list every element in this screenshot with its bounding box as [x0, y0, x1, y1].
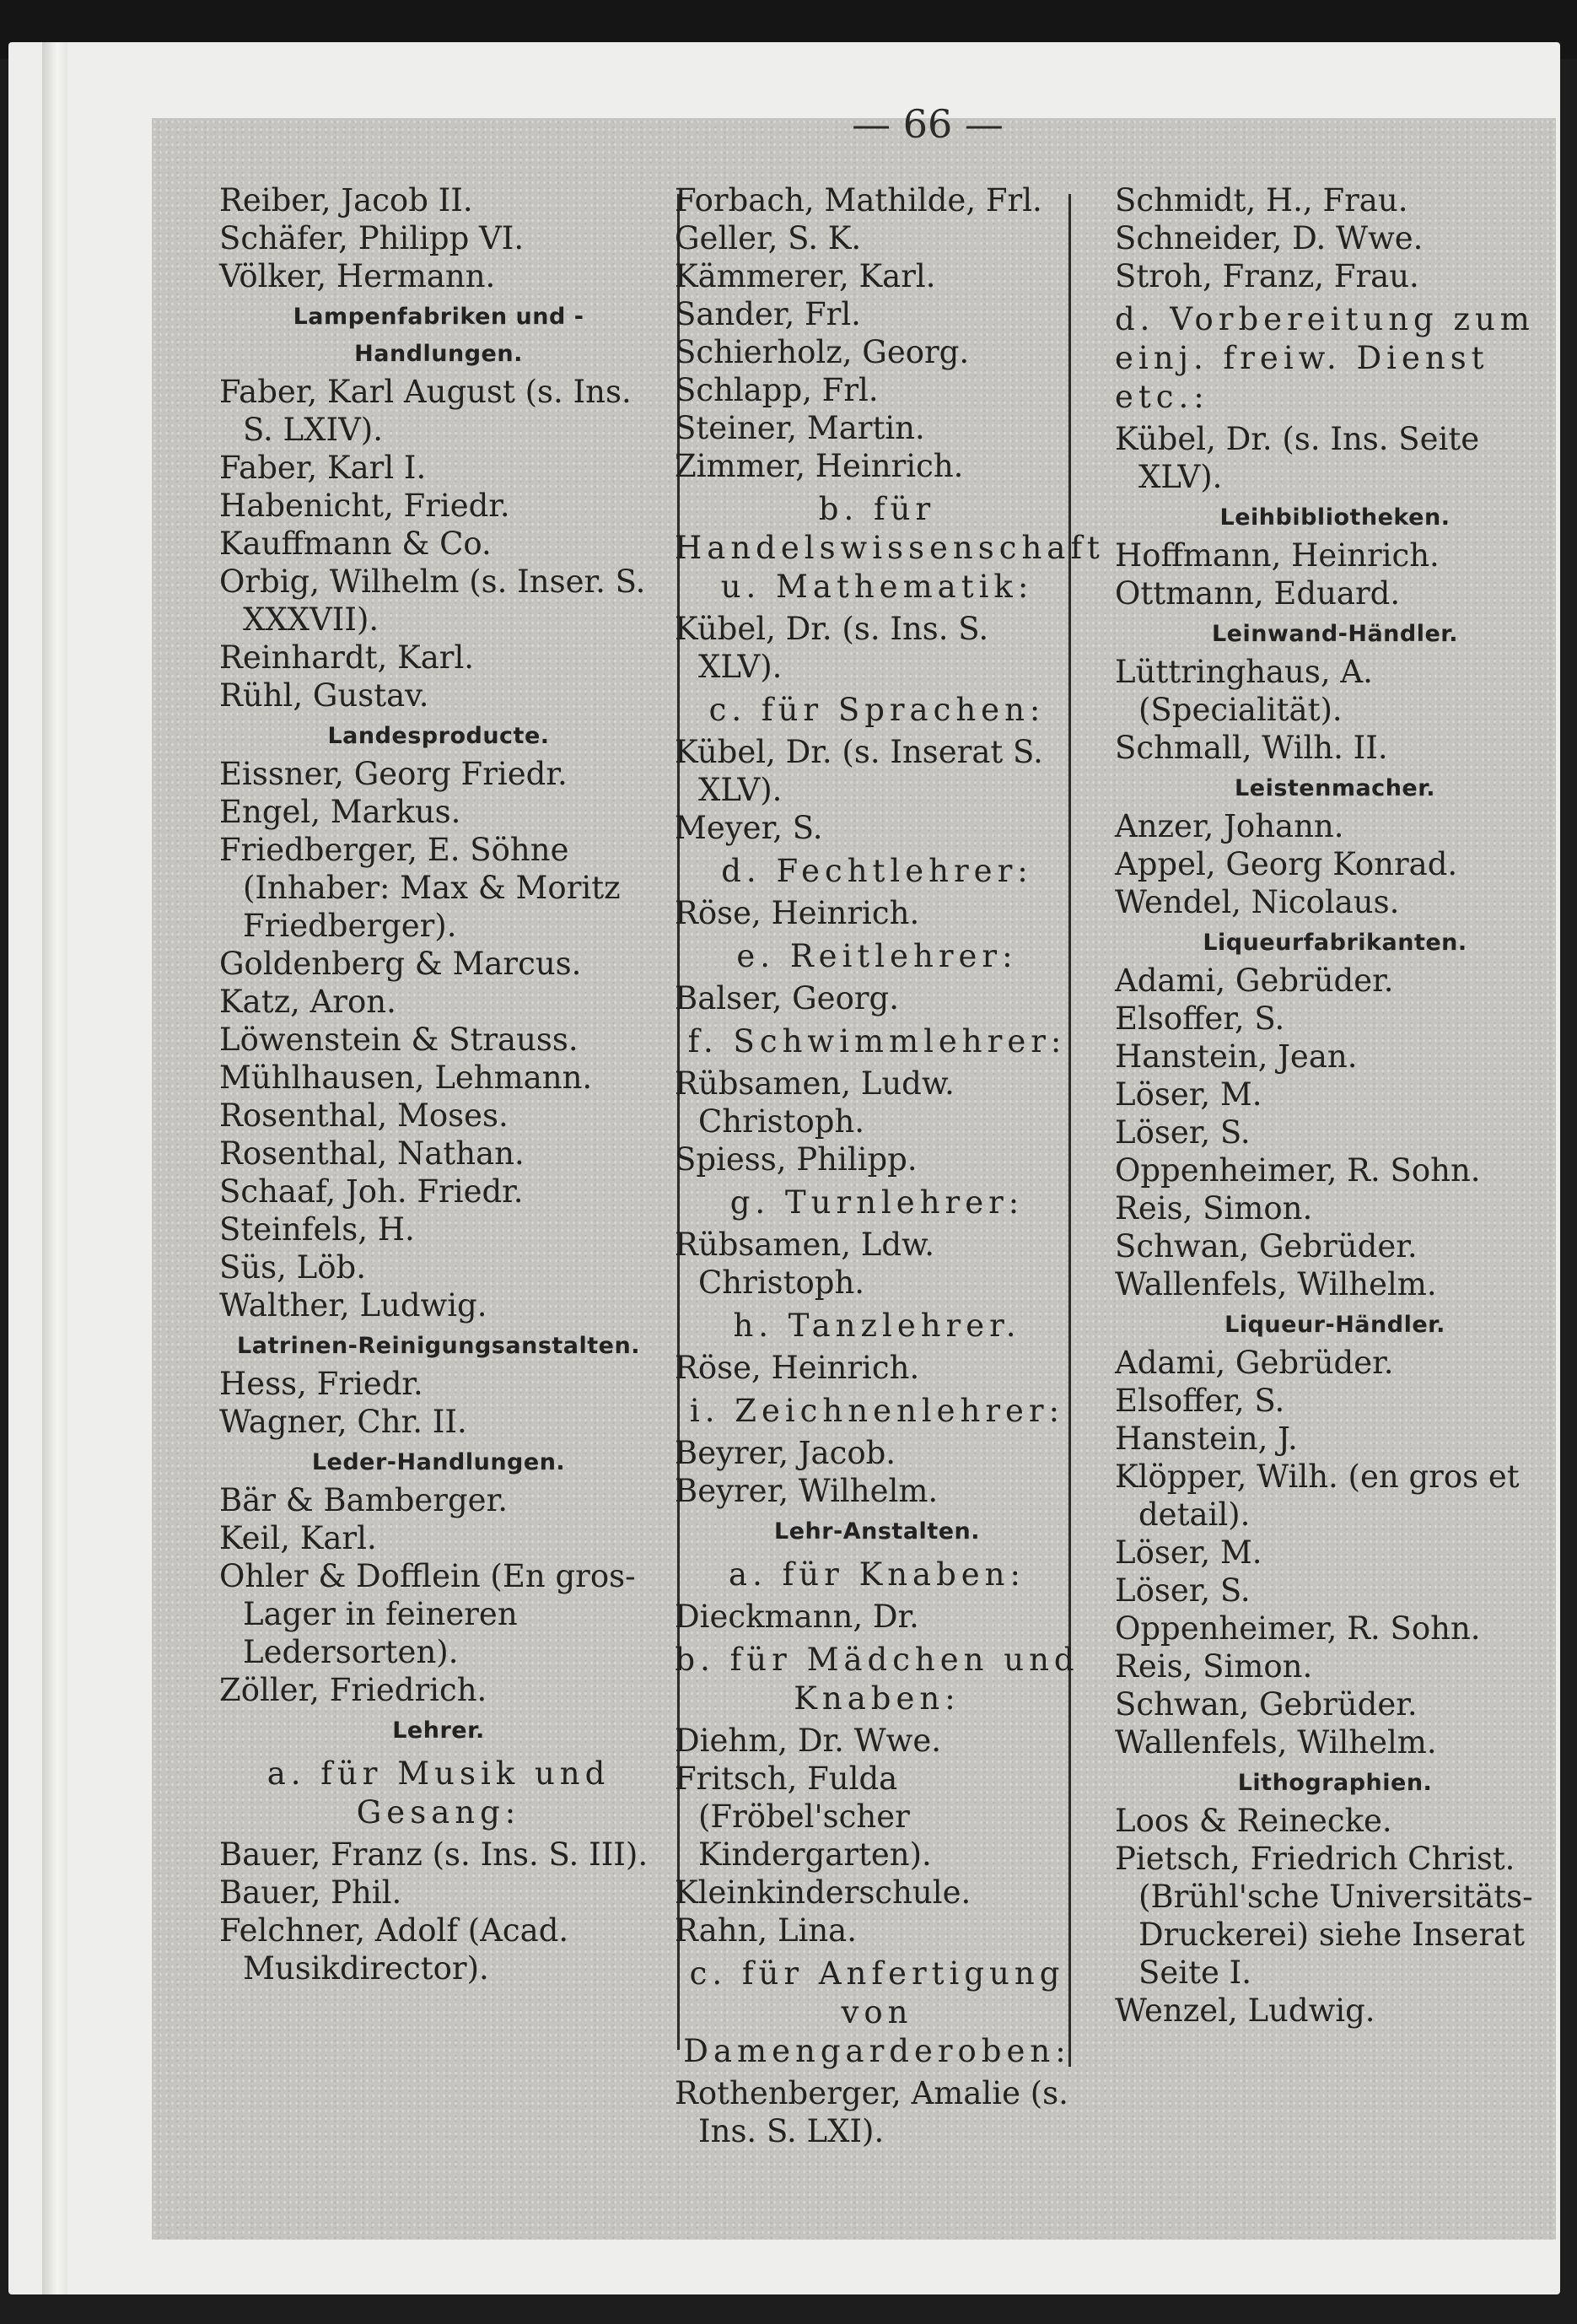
directory-entry: Rühl, Gustav. — [219, 677, 429, 714]
directory-entry: Löser, S. — [1115, 1572, 1251, 1609]
section-heading: Lampenfabriken und -Handlungen. — [293, 304, 584, 367]
directory-entry: Steiner, Martin. — [675, 410, 925, 446]
directory-entry: Schwan, Gebrüder. — [1115, 1686, 1418, 1723]
directory-entry: Loos & Reinecke. — [1115, 1803, 1392, 1839]
directory-entry: Adami, Gebrüder. — [1115, 962, 1394, 999]
sub-heading: f. Schwimmlehrer: — [687, 1023, 1067, 1060]
directory-entry: Elsoffer, S. — [1115, 1000, 1285, 1037]
directory-entry: Diehm, Dr. Wwe. — [675, 1723, 941, 1759]
directory-entry: Lüttringhaus, A. (Specialität). — [1115, 654, 1373, 728]
sub-heading: d. Fechtlehrer: — [721, 853, 1033, 889]
sub-heading: c. für Sprachen: — [708, 692, 1046, 728]
directory-column-1 — [219, 181, 658, 1987]
directory-entry: Engel, Markus. — [219, 794, 461, 830]
directory-entry: Forbach, Mathilde, Frl. — [675, 182, 1042, 218]
section-heading: Lehr-Anstalten. — [773, 1518, 981, 1545]
directory-entry: Kübel, Dr. (s. Ins. S. XLV). — [675, 611, 989, 685]
directory-entry: Hanstein, J. — [1115, 1421, 1298, 1457]
directory-entry: Wendel, Nicolaus. — [1115, 884, 1400, 920]
sub-heading: i. Zeichnenlehrer: — [689, 1393, 1065, 1429]
directory-entry: Schwan, Gebrüder. — [1115, 1228, 1418, 1264]
section-heading: Landesproducte. — [327, 723, 550, 749]
directory-entry: Appel, Georg Konrad. — [1115, 846, 1458, 882]
sub-heading: b. für Mädchen und Knaben: — [675, 1642, 1079, 1717]
section-heading: Leistenmacher. — [1235, 775, 1435, 801]
directory-entry: Reis, Simon. — [1115, 1648, 1313, 1685]
section-heading: Leinwand-Händler. — [1211, 621, 1459, 647]
directory-entry: Beyrer, Jacob. — [675, 1435, 896, 1471]
directory-entry: Süs, Löb. — [219, 1249, 366, 1286]
directory-entry: Mühlhausen, Lehmann. — [219, 1060, 593, 1096]
section-heading: Lithographien. — [1237, 1770, 1433, 1796]
sub-heading: b. für Handelswissenschaft u. Mathematik: — [675, 491, 1105, 605]
section-heading: Leder-Handlungen. — [311, 1449, 566, 1475]
directory-entry: Schlapp, Frl. — [675, 372, 879, 408]
directory-entry: Schmall, Wilh. II. — [1115, 730, 1388, 766]
directory-entry: Dieckmann, Dr. — [675, 1599, 919, 1635]
directory-entry: Hanstein, Jean. — [1115, 1038, 1358, 1075]
directory-entry: Kübel, Dr. (s. Ins. Seite XLV). — [1115, 421, 1480, 495]
directory-entry: Bauer, Franz (s. Ins. S. III). — [219, 1836, 649, 1873]
directory-entry: Spiess, Philipp. — [675, 1141, 918, 1178]
directory-entry: Rosenthal, Moses. — [219, 1097, 509, 1134]
directory-entry: Steinfels, H. — [219, 1211, 415, 1248]
directory-entry: Klöpper, Wilh. (en gros et detail). — [1115, 1459, 1520, 1533]
section-heading: Liqueur-Händler. — [1224, 1312, 1445, 1338]
page-fold — [42, 42, 67, 2294]
directory-entry: Rahn, Lina. — [675, 1912, 858, 1949]
directory-entry: Rosenthal, Nathan. — [219, 1135, 525, 1172]
directory-entry: Völker, Hermann. — [219, 258, 496, 294]
sub-heading: d. Vorbereitung zum einj. freiw. Dienst etc.: — [1115, 301, 1535, 415]
directory-entry: Löser, M. — [1115, 1076, 1262, 1113]
directory-entry: Löwenstein & Strauss. — [219, 1022, 579, 1058]
directory-entry: Kämmerer, Karl. — [675, 258, 936, 294]
directory-entry: Elsoffer, S. — [1115, 1383, 1285, 1419]
directory-entry: Rübsamen, Ldw. Christoph. — [675, 1227, 935, 1301]
sub-heading: c. für Anfertigung von Damengarderoben: — [683, 1955, 1071, 2069]
directory-entry: Sander, Frl. — [675, 296, 861, 332]
directory-entry: Bauer, Phil. — [219, 1874, 402, 1911]
directory-entry: Rübsamen, Ludw. Christoph. — [675, 1065, 955, 1140]
directory-entry: Hess, Friedr. — [219, 1366, 423, 1402]
directory-entry: Balser, Georg. — [675, 980, 899, 1016]
directory-entry: Zöller, Friedrich. — [219, 1672, 487, 1708]
directory-entry: Anzer, Johann. — [1115, 808, 1344, 844]
directory-entry: Zimmer, Heinrich. — [675, 448, 964, 484]
directory-entry: Goldenberg & Marcus. — [219, 946, 582, 982]
directory-entry: Stroh, Franz, Frau. — [1115, 258, 1419, 294]
sub-heading: e. Reitlehrer: — [736, 938, 1018, 974]
directory-entry: Katz, Aron. — [219, 984, 396, 1020]
directory-entry: Friedberger, E. Söhne (Inhaber: Max & Moritz Friedberger). — [219, 832, 621, 944]
directory-entry: Reinhardt, Karl. — [219, 639, 475, 676]
directory-entry: Faber, Karl I. — [219, 450, 427, 486]
directory-entry: Fritsch, Fulda (Fröbel'scher Kindergarten). — [675, 1761, 932, 1873]
directory-column-3 — [1115, 181, 1555, 2030]
directory-entry: Oppenheimer, R. Sohn. — [1115, 1152, 1481, 1189]
directory-entry: Röse, Heinrich. — [675, 1350, 920, 1386]
sub-heading: a. für Musik und Gesang: — [266, 1755, 611, 1831]
directory-entry: Ohler & Dofflein (En gros-Lager in feineren Ledersorten). — [219, 1558, 636, 1670]
directory-entry: Schäfer, Philipp VI. — [219, 220, 525, 256]
sub-heading: g. Turnlehrer: — [729, 1184, 1025, 1221]
directory-entry: Meyer, S. — [675, 810, 823, 846]
directory-entry: Faber, Karl August (s. Ins. S. LXIV). — [219, 374, 632, 448]
directory-entry: Hoffmann, Heinrich. — [1115, 537, 1440, 574]
directory-entry: Schierholz, Georg. — [675, 334, 970, 370]
directory-entry: Schmidt, H., Frau. — [1115, 182, 1408, 218]
directory-entry: Orbig, Wilhelm (s. Inser. S. XXXVII). — [219, 563, 646, 638]
directory-entry: Habenicht, Friedr. — [219, 488, 510, 524]
directory-entry: Wallenfels, Wilhelm. — [1115, 1724, 1437, 1761]
directory-entry: Rothenberger, Amalie (s. Ins. S. LXI). — [675, 2075, 1068, 2149]
directory-entry: Keil, Karl. — [219, 1520, 377, 1556]
directory-entry: Pietsch, Friedrich Christ. (Brühl'sche Universitäts-Druckerei) siehe Inserat Seite I. — [1115, 1841, 1533, 1991]
directory-entry: Wagner, Chr. II. — [219, 1404, 467, 1440]
directory-column-2 — [675, 181, 1105, 2150]
section-heading: Latrinen-Reinigungsanstalten. — [237, 1333, 640, 1359]
directory-entry: Geller, S. K. — [675, 220, 862, 256]
directory-entry: Eissner, Georg Friedr. — [219, 756, 568, 792]
directory-entry: Reis, Simon. — [1115, 1190, 1313, 1227]
directory-entry: Kübel, Dr. (s. Inserat S. XLV). — [675, 734, 1043, 808]
directory-entry: Löser, S. — [1115, 1114, 1251, 1151]
directory-entry: Wallenfels, Wilhelm. — [1115, 1266, 1437, 1302]
directory-entry: Kleinkinderschule. — [675, 1874, 971, 1911]
directory-entry: Adami, Gebrüder. — [1115, 1345, 1394, 1381]
page-number: — 66 — — [852, 101, 1004, 147]
directory-entry: Kauffmann & Co. — [219, 526, 492, 562]
directory-entry: Schneider, D. Wwe. — [1115, 220, 1424, 256]
directory-entry: Schaaf, Joh. Friedr. — [219, 1173, 524, 1210]
directory-entry: Reiber, Jacob II. — [219, 182, 473, 218]
directory-entry: Bär & Bamberger. — [219, 1482, 508, 1518]
directory-entry: Löser, M. — [1115, 1534, 1262, 1571]
section-heading: Lehrer. — [392, 1717, 485, 1744]
directory-entry: Röse, Heinrich. — [675, 895, 920, 931]
directory-entry: Oppenheimer, R. Sohn. — [1115, 1610, 1481, 1647]
directory-entry: Walther, Ludwig. — [219, 1287, 487, 1324]
section-heading: Liqueurfabrikanten. — [1203, 930, 1467, 956]
section-heading: Leihbibliotheken. — [1219, 504, 1451, 531]
directory-entry: Beyrer, Wilhelm. — [675, 1473, 939, 1509]
directory-entry: Wenzel, Ludwig. — [1115, 1992, 1375, 2029]
directory-entry: Felchner, Adolf (Acad. Musikdirector). — [219, 1912, 569, 1987]
directory-entry: Ottmann, Eduard. — [1115, 575, 1401, 612]
sub-heading: h. Tanzlehrer. — [733, 1308, 1021, 1344]
sub-heading: a. für Knaben: — [729, 1556, 1025, 1593]
